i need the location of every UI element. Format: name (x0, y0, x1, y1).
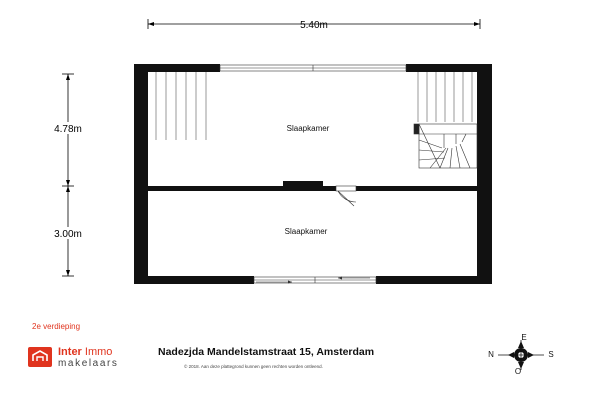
room-label-lower: Slaapkamer (284, 227, 328, 236)
compass-icon (488, 333, 554, 376)
door-interior (336, 186, 356, 206)
floor-label: 2e verdieping (32, 322, 81, 331)
brand-subtitle: makelaars (58, 358, 119, 369)
compass-west: O (514, 367, 522, 376)
compass-north: N (488, 350, 494, 359)
brand-logo (28, 346, 138, 370)
window-top (220, 65, 406, 71)
compass-east: E (521, 333, 527, 342)
room-label-upper: Slaapkamer (286, 124, 330, 133)
staircase (414, 124, 477, 168)
dimension-height (50, 74, 88, 276)
dimension-width (148, 19, 480, 31)
dimension-upper-label: 4.78m (54, 124, 82, 135)
brand-name (58, 346, 112, 358)
window-bottom (254, 277, 376, 284)
house-icon (28, 347, 52, 367)
property-address: Nadezjda Mandelstamstraat 15, Amsterdam (158, 346, 375, 358)
walls (134, 64, 492, 284)
brand-word1: Inter (58, 346, 82, 358)
dimension-lower-label: 3.00m (54, 229, 82, 240)
compass-south: S (548, 350, 554, 359)
brand-word2: Immo (84, 346, 113, 358)
copyright-notice: © 2018. Aan deze plattegrond kunnen geen rechten worden ontleend. (184, 364, 323, 369)
dimension-width-label: 5.40m (300, 20, 328, 31)
